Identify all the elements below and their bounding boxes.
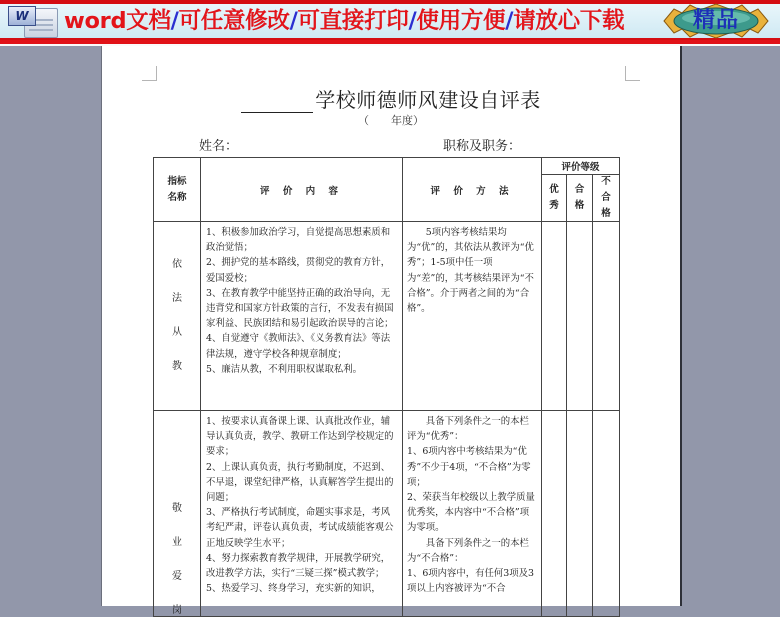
indicator-char: 岗 — [172, 605, 182, 616]
grade-char: 格 — [601, 208, 611, 219]
grade-fail-cell[interactable] — [593, 411, 620, 617]
header-grade-pass — [567, 175, 593, 222]
grade-char: 合 — [574, 184, 585, 195]
grade-pass-cell[interactable] — [567, 222, 593, 411]
document-page — [101, 46, 682, 616]
grade-char: 不 — [601, 176, 611, 187]
crop-mark-right — [625, 66, 640, 81]
method-paragraph: 1、6项内容中考核结果为“优秀”不少于4项，“不合格”为零项； — [407, 446, 531, 488]
banner-text-download: 请放心下载 — [513, 8, 625, 34]
banner-separator: / — [289, 8, 298, 34]
header-indicator-line2: 名称 — [167, 191, 187, 203]
table-row — [154, 411, 620, 617]
indicator-char: 依 — [172, 258, 182, 270]
school-name-blank — [241, 90, 313, 113]
banner-text-convenient: 使用方便 — [416, 8, 506, 34]
content-item: 3、严格执行考试制度，命题实事求是，考风考纪严肃，评卷认真负责，考试成绩能客观公正地反映学生水平； — [206, 507, 394, 549]
crop-mark-left — [142, 66, 157, 81]
content-cell — [201, 222, 403, 411]
indicator-char: 从 — [172, 326, 182, 338]
indicator-char: 爱 — [172, 571, 182, 582]
banner-text-editable: 可任意修改 — [178, 8, 290, 34]
promo-banner — [0, 0, 780, 46]
header-method: 评 价 方 法 — [403, 158, 542, 222]
indicator-char: 教 — [172, 360, 182, 372]
grade-char: 合 — [601, 192, 611, 203]
header-grade-fail — [593, 175, 620, 222]
header-indicator — [154, 158, 201, 222]
banner-text-printable: 可直接打印 — [297, 8, 409, 34]
word-document-icon: W — [6, 4, 58, 38]
indicator-char: 法 — [172, 292, 182, 304]
grade-char: 秀 — [549, 200, 559, 211]
banner-separator: / — [505, 8, 514, 34]
content-item: 2、上课认真负责，执行考勤制度，不迟到、不早退，课堂纪律严格，认真解答学生提出的问题； — [206, 461, 394, 504]
indicator-cell — [154, 222, 201, 411]
method-paragraph: 2、荣获当年校级以上教学质量优秀奖，本内容中“不合格”项为零项。 — [407, 492, 535, 534]
grade-pass-cell[interactable] — [567, 411, 593, 617]
banner-separator: / — [170, 8, 179, 34]
content-item: 5、廉洁从教，不利用职权谋取私利。 — [206, 363, 362, 375]
banner-slogan — [64, 3, 624, 39]
method-cell — [403, 222, 542, 411]
indicator-cell — [154, 411, 201, 617]
content-item: 3、在教育教学中能坚持正确的政治导向，无违背党和国家方针政策的言行，不发表有损国家利益、民族团结和易引起政治误导的言论； — [206, 287, 394, 330]
table-row — [154, 222, 620, 411]
grade-excellent-cell[interactable] — [542, 222, 567, 411]
method-paragraph: 具备下列条件之一的本栏为“不合格”： — [407, 537, 529, 564]
header-content: 评 价 内 容 — [201, 158, 403, 222]
content-item: 4、努力探索教育教学规律，开展教学研究，改进教学方法，实行“三疑三探”模式教学； — [206, 552, 391, 580]
method-paragraph: 5项内容考核结果均为“优”的，其依法从教评为“优秀”；1-5项中任一项为“差”的，其考核结果评为“不合格”。介于两者之间的为“合格”。 — [407, 227, 534, 315]
indicator-char: 业 — [172, 537, 182, 548]
grade-fail-cell[interactable] — [593, 222, 620, 411]
grade-char: 优 — [549, 184, 559, 195]
indicator-char: 敬 — [172, 503, 182, 514]
method-cell — [403, 411, 542, 617]
evaluation-table — [153, 157, 620, 617]
banner-text-word: word文档 — [64, 8, 171, 34]
document-title — [102, 84, 680, 113]
title-text: 学校师德师风建设自评表 — [315, 88, 541, 112]
content-item: 1、按要求认真备课上课、认真批改作业，辅导认真负责，教学、教研工作达到学校规定的要求； — [206, 416, 394, 458]
method-paragraph: 具备下列条件之一的本栏评为“优秀”： — [407, 416, 529, 443]
header-indicator-line1: 指标 — [167, 175, 187, 187]
premium-badge — [660, 3, 772, 39]
post-label: 职称及职务： — [443, 139, 522, 154]
header-grade-group: 评价等级 — [542, 158, 620, 175]
content-item: 5、热爱学习、终身学习，充实新的知识， — [206, 583, 381, 595]
name-label: 姓名： — [199, 139, 239, 154]
content-item: 4、自觉遵守《教师法》、《义务教育法》等法律法规，遵守学校各种规章制度； — [206, 333, 391, 360]
badge-label: 精品 — [692, 8, 739, 33]
content-item: 2、拥护党的基本路线，贯彻党的教育方针，爱国爱校； — [206, 257, 391, 284]
header-grade-excellent — [542, 175, 567, 222]
method-paragraph: 1、6项内容中，有任何3项及3项以上内容被评为“不合 — [407, 568, 534, 595]
content-cell — [201, 411, 403, 617]
banner-separator: / — [408, 8, 417, 34]
grade-char: 格 — [574, 200, 585, 211]
grade-excellent-cell[interactable] — [542, 411, 567, 617]
year-line: （ 年度） — [358, 114, 424, 127]
content-item: 1、积极参加政治学习，自觉提高思想素质和政治觉悟； — [206, 227, 391, 254]
